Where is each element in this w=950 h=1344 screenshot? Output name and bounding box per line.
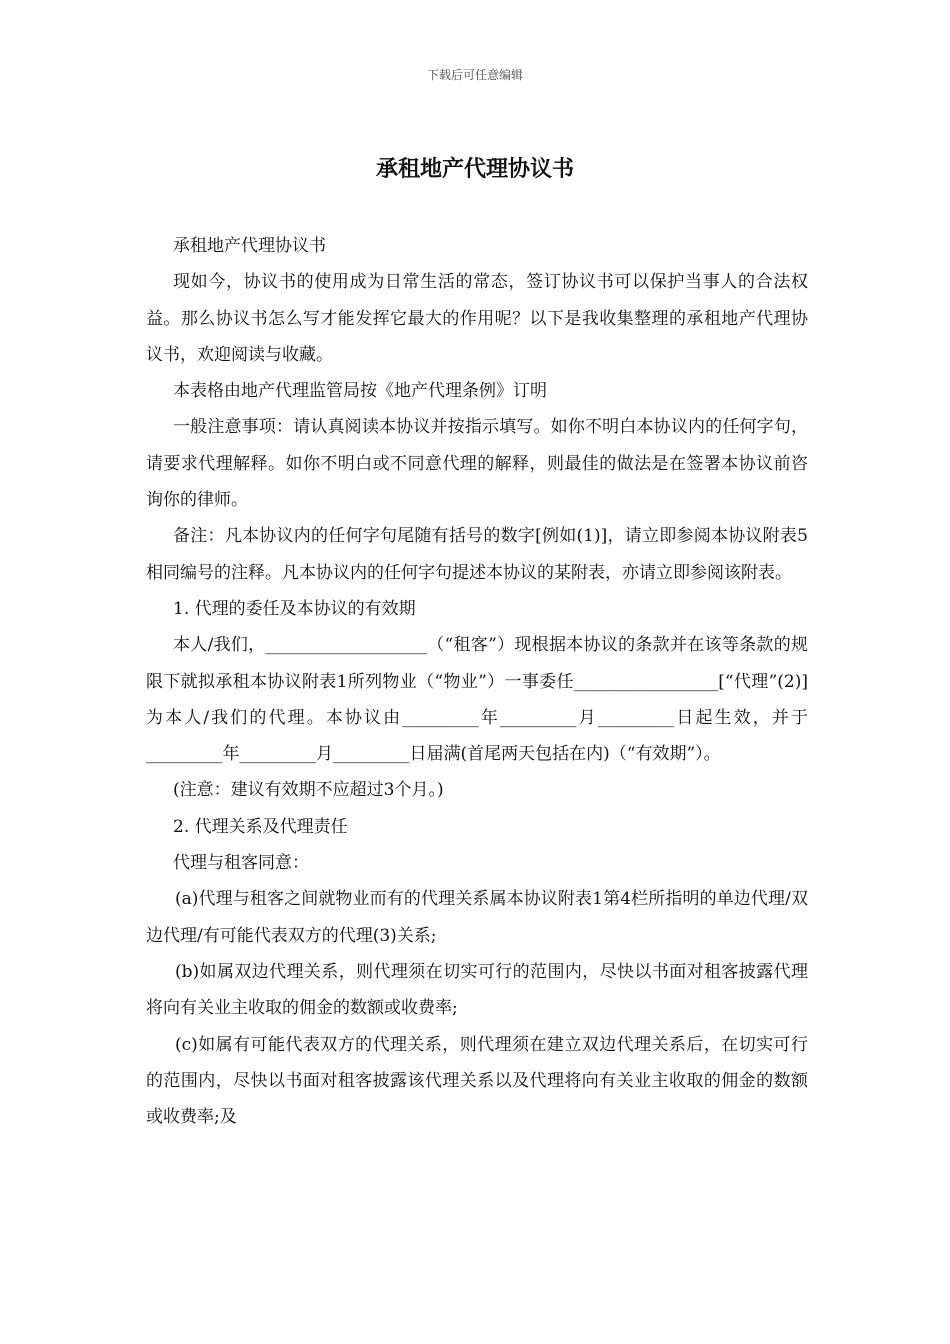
intro-paragraph: 现如今，协议书的使用成为日常生活的常态，签订协议书可以保护当事人的合法权益。那么协议书怎么写才能发挥它最大的作用呢？以下是我收集整理的承租地产代理协议书，欢迎阅读与收藏。 — [146, 272, 808, 365]
form-authority-paragraph: 本表格由地产代理监管局按《地产代理条例》订明 — [173, 381, 547, 402]
section-heading-1: 1. 代理的委任及本协议的有效期 — [173, 598, 416, 619]
appointment-paragraph: 本人/我们，___________________（“租客”）现根据本协议的条款并在该等条款的规限下就拟承租本协议附表1所列物业（“物业”）一事委任_________________[“代理”(2)]为本人/我们的代理。本协议由_________年_________月_________日起生效，并于_________年_________月_________日届满(首尾两天包括在内)（“有效期”）。 — [146, 635, 808, 765]
section-heading-2: 2. 代理关系及代理责任 — [173, 816, 348, 837]
validity-note-paragraph: (注意：建议有效期不应超过3个月。) — [173, 780, 444, 801]
page-header: 下载后可任意编辑 — [426, 68, 523, 82]
document-title: 承租地产代理协议书 — [375, 156, 574, 182]
list-item-a: (a)代理与租客之间就物业而有的代理关系属本协议附表1第4栏所指明的单边代理/双边代理/有可能代表双方的代理(3)关系; — [146, 889, 808, 946]
remarks-paragraph: 备注：凡本协议内的任何字句尾随有括号的数字[例如(1)]，请立即参阅本协议附表5相同编号的注释。凡本协议内的任何字句提述本协议的某附表，亦请立即参阅该附表。 — [146, 526, 808, 583]
general-notice-paragraph: 一般注意事项：请认真阅读本协议并按指示填写。如你不明白本协议内的任何字句，请要求代理解释。如你不明白或不同意代理的解释，则最佳的做法是在签署本协议前咨询你的律师。 — [146, 417, 808, 511]
agreement-paragraph: 代理与租客同意： — [173, 853, 309, 874]
document-body — [146, 228, 808, 1135]
list-item-b: (b)如属双边代理关系，则代理须在切实可行的范围内，尽快以书面对租客披露代理将向有关业主收取的佣金的数额或收费率; — [146, 961, 808, 1019]
list-item-c: (c)如属有可能代表双方的代理关系，则代理须在建立双边代理关系后，在切实可行的范围内，尽快以书面对租客披露该代理关系以及代理将向有关业主收取的佣金的数额或收费率;及 — [146, 1034, 808, 1128]
subtitle-paragraph: 承租地产代理协议书 — [173, 236, 326, 256]
